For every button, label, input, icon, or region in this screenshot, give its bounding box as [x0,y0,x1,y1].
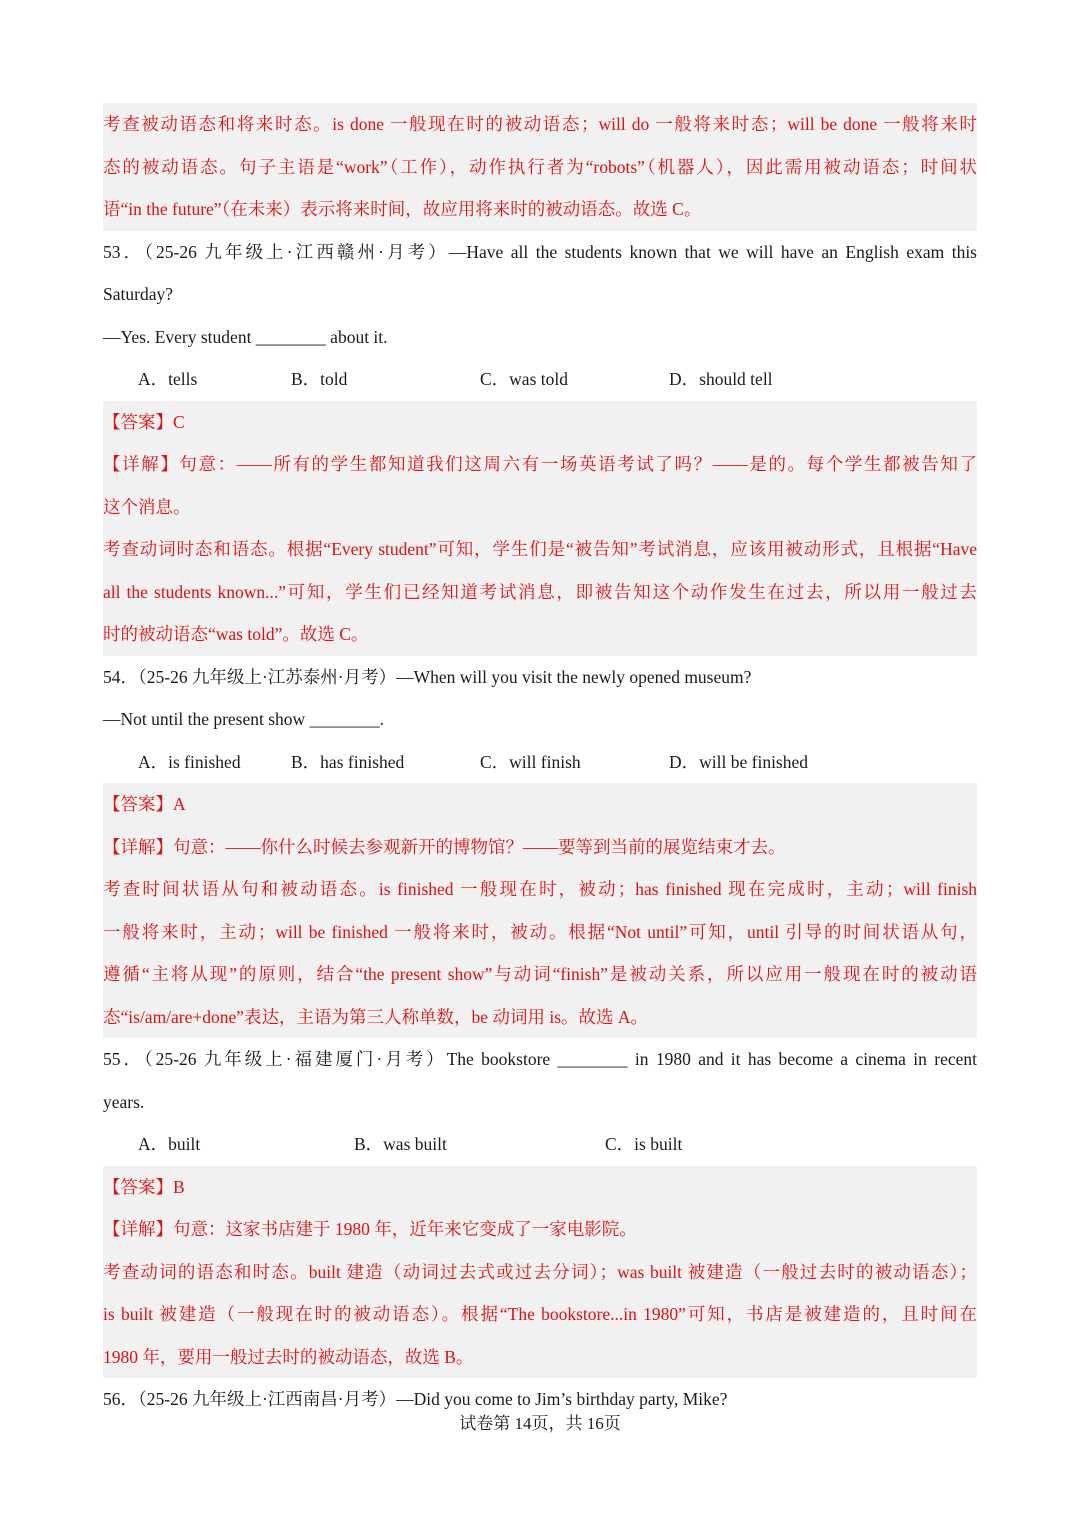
page-footer: 试卷第 14页，共 16页 [459,1414,621,1433]
detail-line: 这个消息。 [103,496,191,517]
detail-line: 考查动词的语态和时态。built 建造（动词过去式或过去分词）；was built 被建造（一般过去时的被动语态）； [103,1261,977,1282]
option-d: D．should tell [669,369,773,389]
question-stem: 53．（25-26 九年级上·江西赣州·月考）—Have all the students known that we will have an English exam this [103,241,977,262]
option-a: A．tells [138,369,198,389]
options-row [103,358,977,401]
detail-line: 【详解】句意：——所有的学生都知道我们这周六有一场英语考试了吗？——是的。每个学生都被告知了 [103,454,977,474]
question-54 [103,656,977,784]
answer-block-55 [103,1166,977,1379]
question-stem: —Yes. Every student ________ about it. [103,326,388,347]
detail-line: 【详解】句意：——你什么时候去参观新开的博物馆？——要等到当前的展览结束才去。 [103,836,786,857]
answer-label: 【答案】A [103,794,186,814]
detail-line: 一般将来时，主动；will be finished 一般将来时，被动。根据“Not until”可知，until 引导的时间状语从句， [103,921,977,942]
option-a: A．is finished [138,751,241,772]
detail-line: 遵循“主将从现”的原则，结合“the present show”与动词“finish”是被动关系，所以应用一般现在时的被动语 [103,964,977,984]
detail-line: 【详解】句意：这家书店建于 1980 年，近年来它变成了一家电影院。 [103,1219,637,1239]
answer-block-53 [103,401,977,656]
explanation-block-52 [103,103,977,231]
option-b: B．told [291,369,348,389]
answer-label: 【答案】B [103,1176,185,1197]
answer-block-54 [103,783,977,1038]
explanation-line: 态的被动语态。句子主语是“work”（工作），动作执行者为“robots”（机器人），因此需用被动语态；时间状 [103,156,977,177]
detail-line: is built 被建造（一般现在时的被动语态）。根据“The bookstore...in 1980”可知，书店是被建造的，且时间在 [103,1304,977,1324]
detail-line: all the students known...”可知，学生们已经知道考试消息，即被告知这个动作发生在过去，所以用一般过去 [103,581,977,602]
question-stem: Saturday? [103,284,173,304]
option-a: A．built [138,1134,201,1154]
option-d: D．will be finished [669,751,809,772]
question-stem: 56．（25-26 九年级上·江西南昌·月考）—Did you come to Jim’s birthday party, Mike? [103,1389,728,1409]
explanation-line: 考查被动语态和将来时态。is done 一般现在时的被动语态；will do 一般将来时态；will be done 一般将来时 [103,114,977,134]
detail-line: 1980 年，要用一般过去时的被动语态，故选 B。 [103,1346,474,1367]
explanation-line: 语“in the future”（在未来）表示将来时间，故应用将来时的被动语态。故选 C。 [103,199,702,219]
detail-line: 考查时间状语从句和被动语态。is finished 一般现在时，被动；has finished 现在完成时，主动；will finish [103,879,977,899]
detail-line: 考查动词时态和语态。根据“Every student”可知，学生们是“被告知”考试消息，应该用被动形式，且根据“Have [103,539,977,559]
option-c: C．was told [480,369,568,389]
options-row [103,1123,977,1166]
option-c: C．will finish [480,751,581,772]
document-page [103,103,977,1421]
options-row [103,741,977,784]
detail-line: 时的被动语态“was told”。故选 C。 [103,624,369,644]
question-53 [103,231,977,401]
detail-line: 态“is/am/are+done”表达，主语为第三人称单数，be 动词用 is。故选 A。 [103,1006,649,1027]
answer-label: 【答案】C [103,411,185,432]
option-b: B．has finished [291,751,405,772]
option-b: B．was built [354,1134,447,1154]
question-stem: —Not until the present show ________. [103,709,384,729]
option-c: C．is built [605,1134,683,1154]
question-55 [103,1038,977,1166]
question-stem: years. [103,1091,145,1112]
question-stem: 54．（25-26 九年级上·江苏泰州·月考）—When will you visit the newly opened museum? [103,666,752,687]
question-stem: 55．（25-26 九年级上·福建厦门·月考）The bookstore ________ in 1980 and it has become a cinema in recent [103,1049,977,1069]
